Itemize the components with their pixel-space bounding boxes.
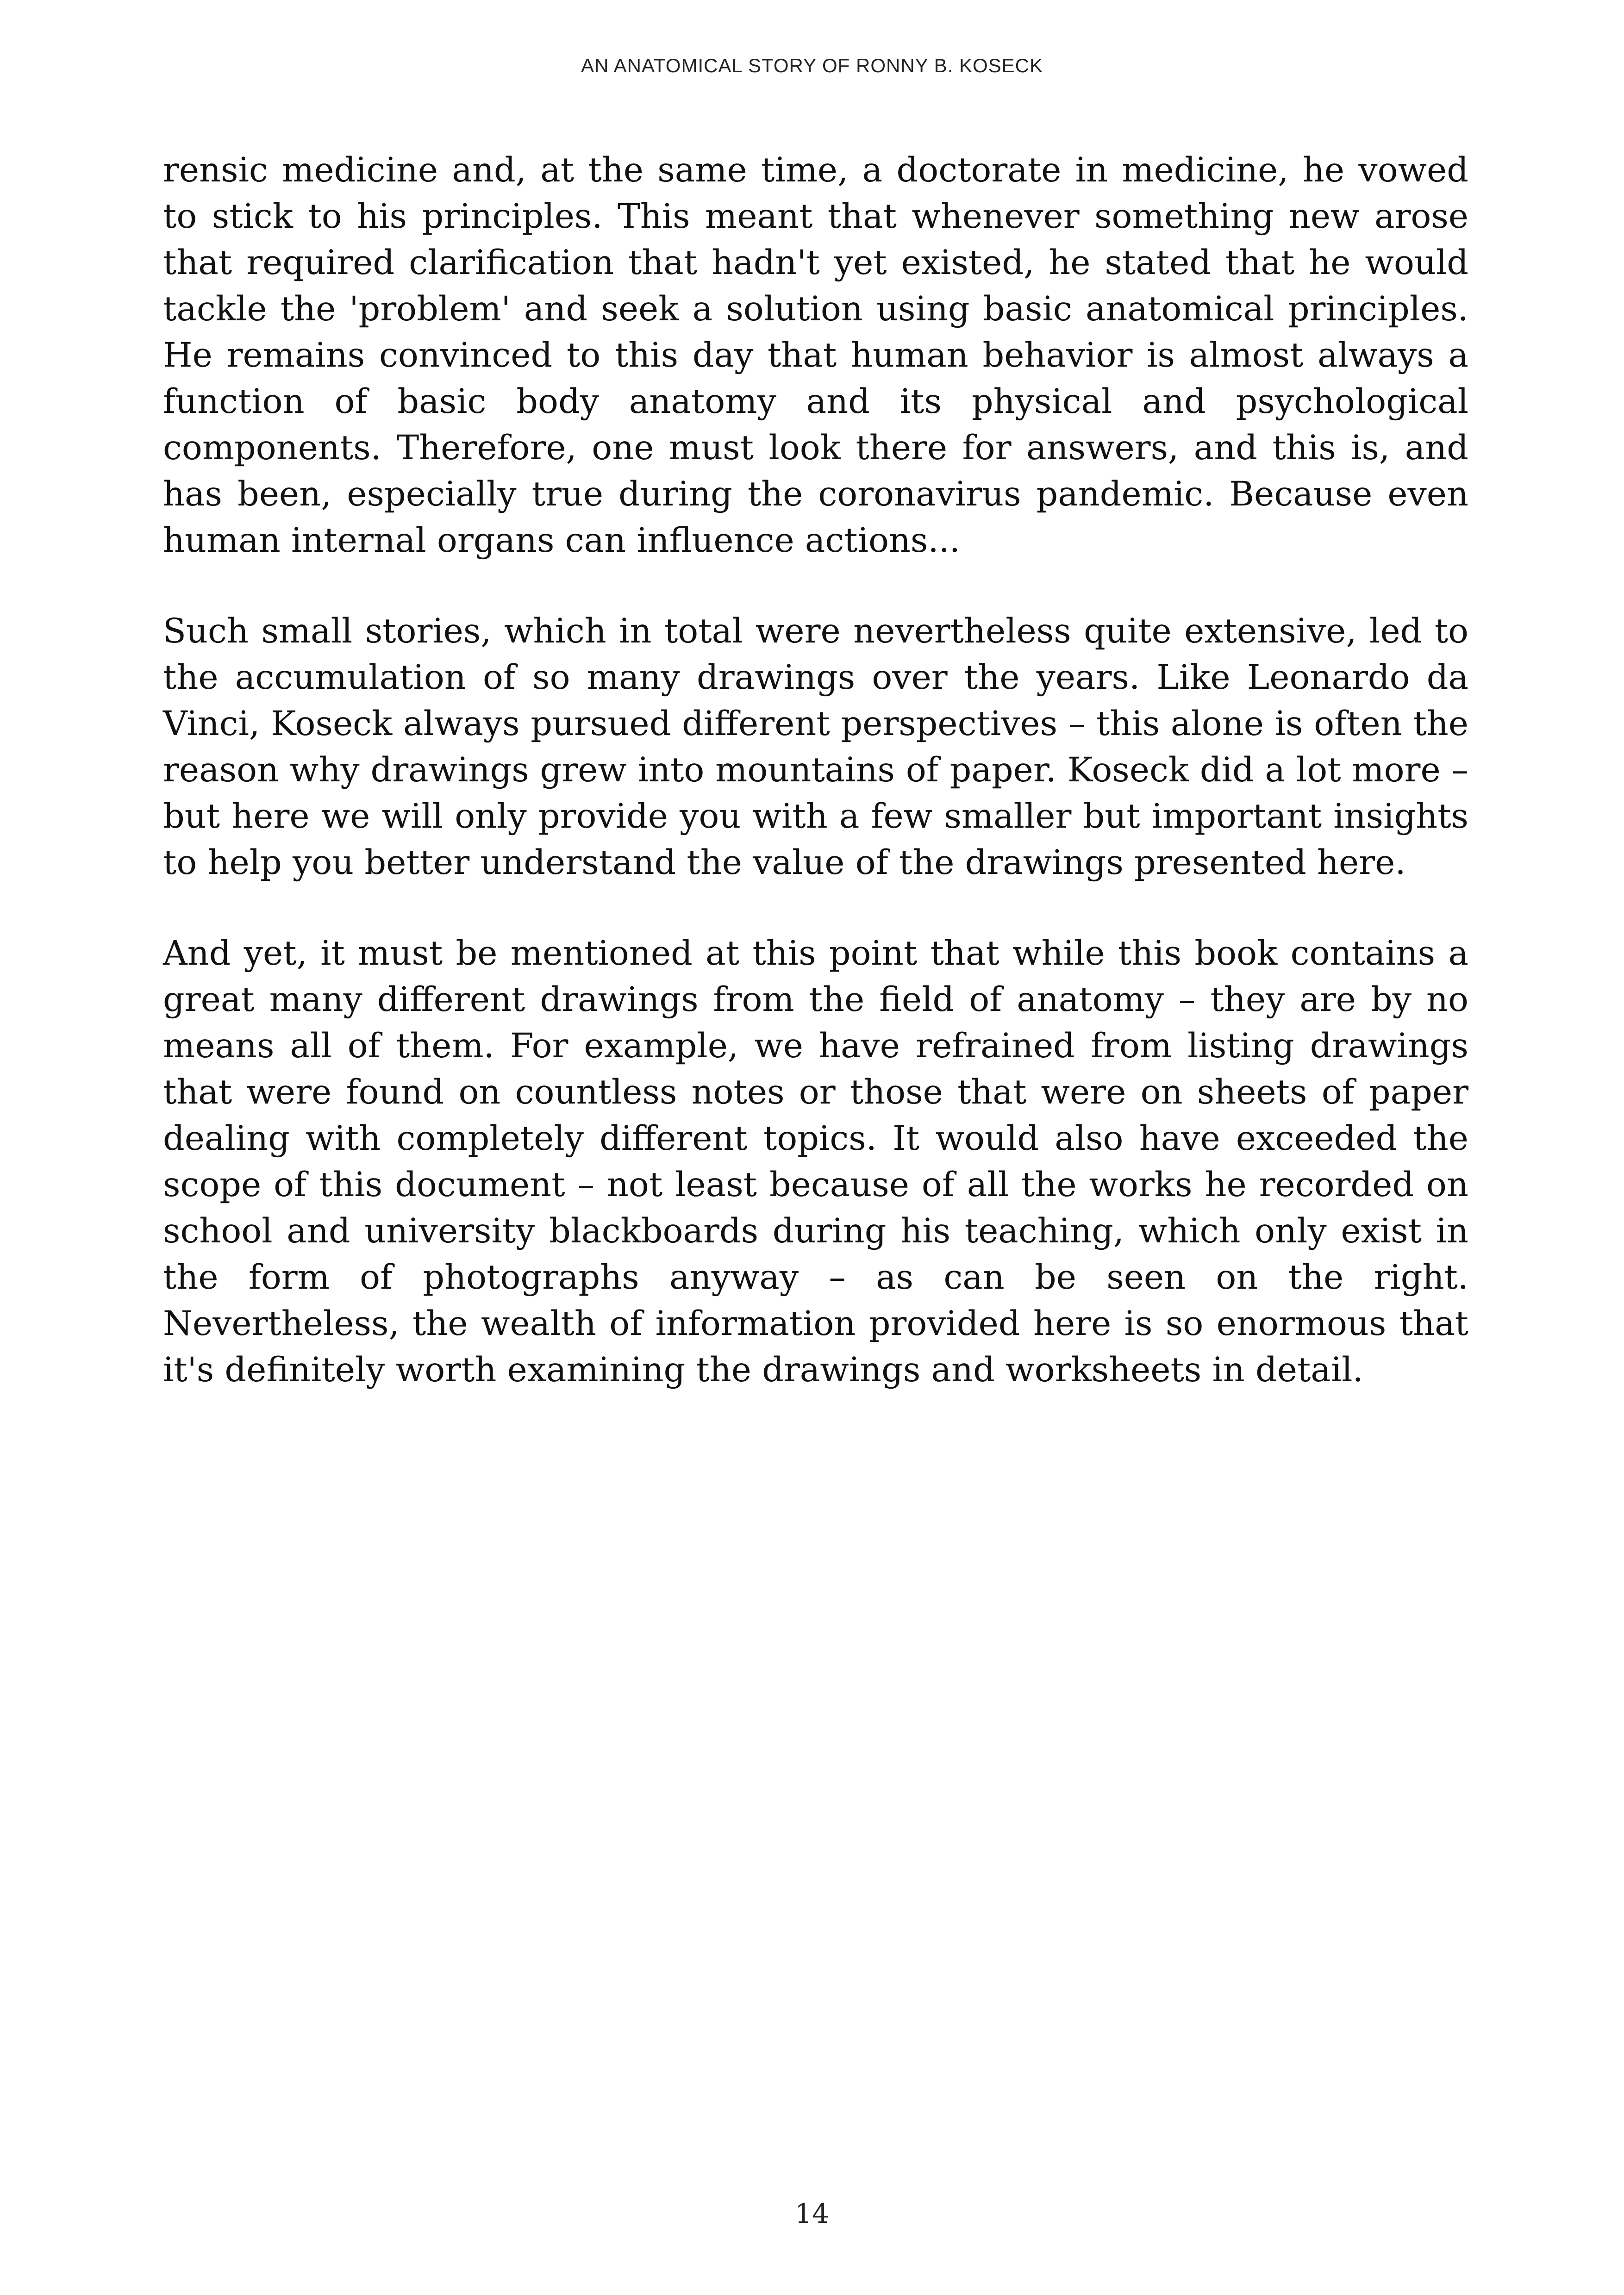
paragraph-3: And yet, it must be mentioned at this point that while this book contains a great many different drawings from the field of anatomy – they are by no means all of them. For example, we have refrained from listing drawings that were found on countless notes or those that were on sheets of paper dealing with completely different topics. It would also have exceeded the scope of this document – not least because of all the works he recorded on school and university blackboards during his teaching, which only exist in the form of photographs anyway – as can be seen on the right. Nevertheless, the wealth of information provided here is so enormous that it's definitely worth examining the drawings and worksheets in detail. [163,934,1468,1390]
page-number: 14 [795,2198,829,2229]
running-header: AN ANATOMICAL STORY OF RONNY B. KOSECK [581,55,1043,76]
body-text [163,147,1468,1438]
paragraph-2: Such small stories, which in total were nevertheless quite extensive, led to the accumulation of so many drawings over the years. Like Leonardo da Vinci, Koseck always pursued different perspectives – this alone is often the reason why drawings grew into mountains of paper. Koseck did a lot more – but here we will only provide you with a few smaller but important insights to help you better understand the value of the drawings presented here. [163,611,1468,882]
paragraph-1: rensic medicine and, at the same time, a doctorate in medicine, he vowed to stick to his principles. This meant that whenever something new arose that required clarification that hadn't yet existed, he stated that he would tackle the 'problem' and seek a solution using basic anatomical principles. He remains convinced to this day that human behavior is almost always a function of basic body anatomy and its physical and psychological components. Therefore, one must look there for answers, and this is, and has been, especially true during the coronavirus pandemic. Because even human internal organs can influence actions... [163,150,1468,560]
